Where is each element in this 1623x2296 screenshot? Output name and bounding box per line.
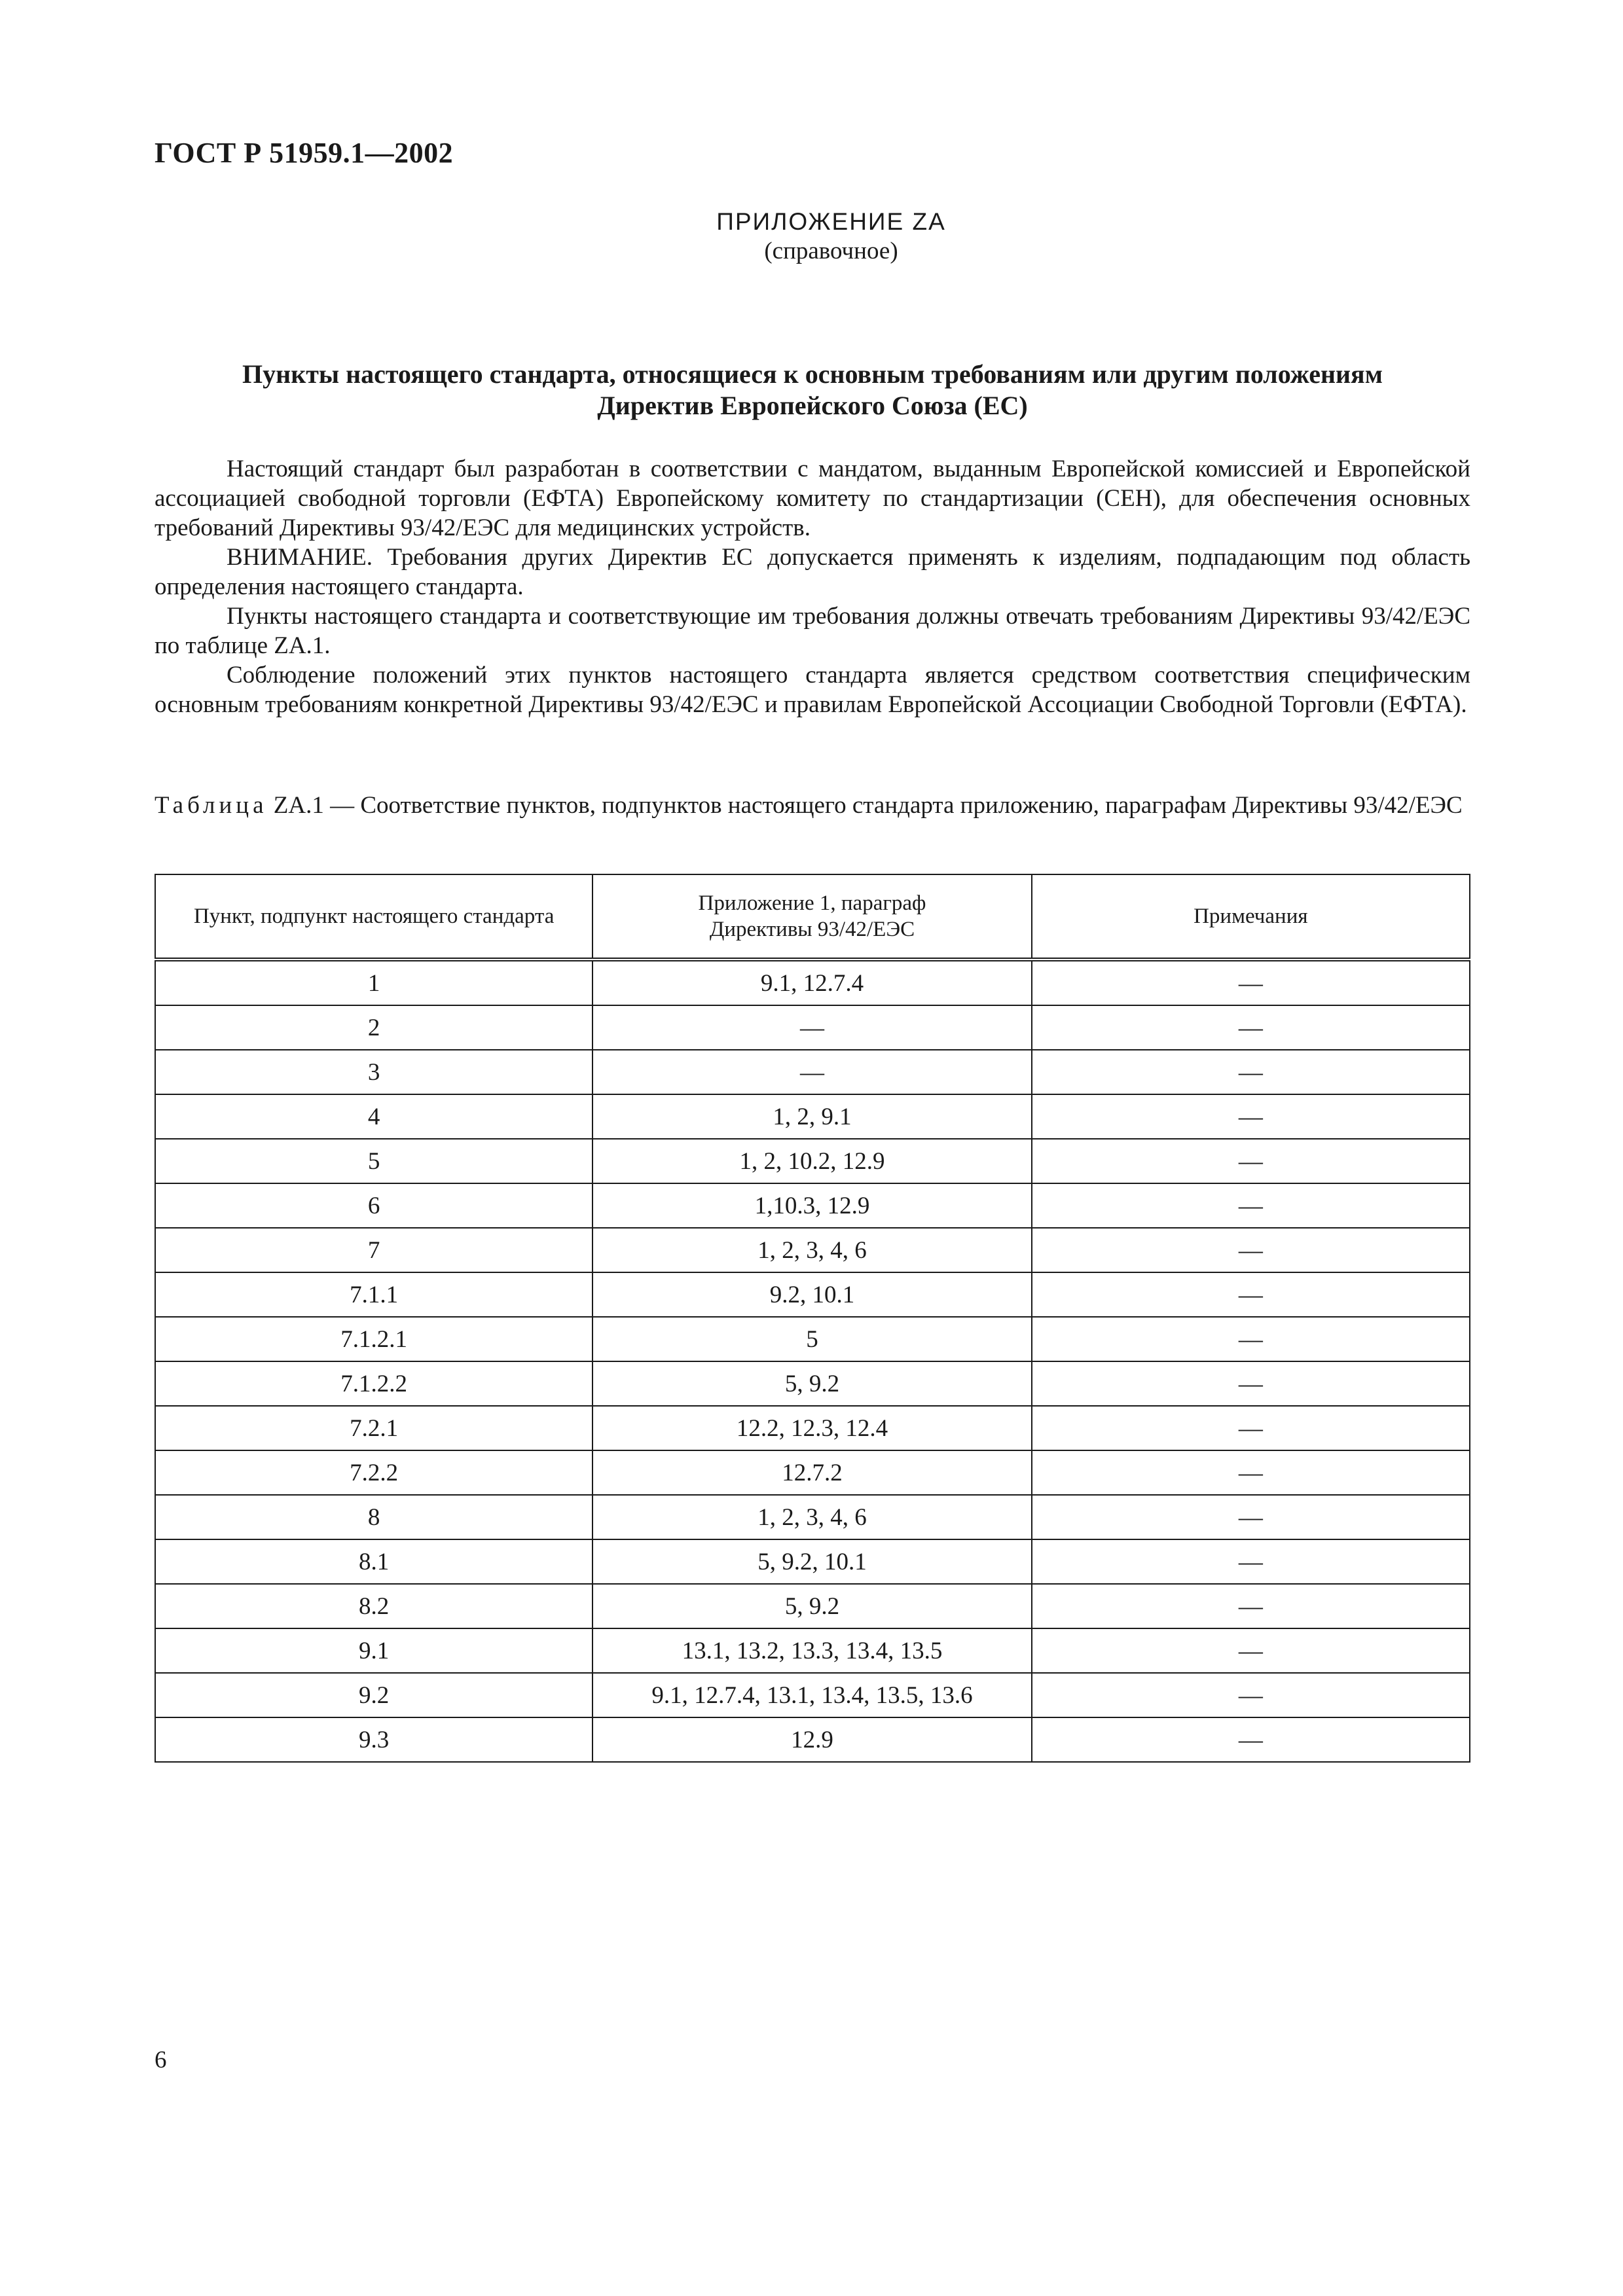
table-row	[155, 1717, 1470, 1762]
table-row	[155, 1450, 1470, 1495]
table-caption	[155, 791, 1470, 820]
cell-paragraph: 1, 2, 9.1	[593, 1094, 1031, 1139]
header-clause: Пункт, подпункт настоящего стандарта	[155, 874, 593, 960]
table-row	[155, 1673, 1470, 1717]
section-heading-line2: Директив Европейского Союза (ЕС)	[597, 391, 1028, 420]
cell-clause: 5	[155, 1139, 593, 1183]
cell-clause: 8.1	[155, 1539, 593, 1584]
cell-paragraph: 5	[593, 1317, 1031, 1361]
cell-note: —	[1032, 1495, 1470, 1539]
table-row	[155, 1406, 1470, 1450]
cell-note: —	[1032, 1272, 1470, 1317]
table-row	[155, 1228, 1470, 1272]
cell-note: —	[1032, 1406, 1470, 1450]
header-annex-paragraph-line2: Директивы 93/42/ЕЭС	[709, 918, 915, 941]
table-row	[155, 1361, 1470, 1406]
cell-clause: 7.1.1	[155, 1272, 593, 1317]
cell-clause: 7.2.1	[155, 1406, 593, 1450]
cell-clause: 4	[155, 1094, 593, 1139]
cell-note: —	[1032, 1717, 1470, 1762]
table-caption-label: Таблица	[155, 792, 268, 819]
table-row	[155, 960, 1470, 1005]
cell-paragraph: 12.2, 12.3, 12.4	[593, 1406, 1031, 1450]
cell-paragraph: —	[593, 1050, 1031, 1094]
cell-note: —	[1032, 1628, 1470, 1673]
cell-clause: 7	[155, 1228, 593, 1272]
cell-note: —	[1032, 1050, 1470, 1094]
cell-clause: 9.3	[155, 1717, 593, 1762]
body-text	[155, 454, 1470, 719]
cell-note: —	[1032, 1005, 1470, 1050]
table-row	[155, 1317, 1470, 1361]
table-row	[155, 1183, 1470, 1228]
cell-note: —	[1032, 1317, 1470, 1361]
cell-paragraph: —	[593, 1005, 1031, 1050]
section-heading	[155, 359, 1470, 422]
cell-note: —	[1032, 1228, 1470, 1272]
cell-paragraph: 9.1, 12.7.4, 13.1, 13.4, 13.5, 13.6	[593, 1673, 1031, 1717]
paragraph-requirements: Пункты настоящего стандарта и соответствующие им требования должны отвечать требованиям Директивы 93/42/ЕЭС по таблице ZA.1.	[155, 603, 1470, 659]
cell-note: —	[1032, 1673, 1470, 1717]
cell-note: —	[1032, 1450, 1470, 1495]
annex-title: ПРИЛОЖЕНИЕ ZA	[716, 208, 946, 235]
cell-paragraph: 1, 2, 3, 4, 6	[593, 1495, 1031, 1539]
paragraph-mandate: Настоящий стандарт был разработан в соответствии с мандатом, выданным Европейской комиссией и Европейской ассоциацией свободной торговли (ЕФТА) Европейскому комитету по стандартизации (СЕН), для обеспечения основных требований Директивы 93/42/ЕЭС для медицинских устройств.	[155, 456, 1470, 541]
cell-note: —	[1032, 1539, 1470, 1584]
table-row	[155, 1539, 1470, 1584]
table-row	[155, 1628, 1470, 1673]
cell-clause: 8.2	[155, 1584, 593, 1628]
header-annex-paragraph-line1: Приложение 1, параграф	[698, 891, 926, 915]
cell-paragraph: 12.9	[593, 1717, 1031, 1762]
cell-paragraph: 1,10.3, 12.9	[593, 1183, 1031, 1228]
table-row	[155, 1050, 1470, 1094]
cell-paragraph: 1, 2, 3, 4, 6	[593, 1228, 1031, 1272]
cell-note: —	[1032, 960, 1470, 1005]
cell-paragraph: 1, 2, 10.2, 12.9	[593, 1139, 1031, 1183]
cell-clause: 3	[155, 1050, 593, 1094]
paragraph-compliance: Соблюдение положений этих пунктов настоящего стандарта является средством соответствия специфическим основным требованиям конкретной Директивы 93/42/ЕЭС и правилам Европейской Ассоциации Свободной Торговли (ЕФТА).	[155, 662, 1470, 718]
header-notes: Примечания	[1032, 874, 1470, 960]
cell-note: —	[1032, 1094, 1470, 1139]
table-row	[155, 1272, 1470, 1317]
cell-clause: 9.1	[155, 1628, 593, 1673]
cell-clause: 7.1.2.1	[155, 1317, 593, 1361]
table-row	[155, 1495, 1470, 1539]
cell-paragraph: 9.2, 10.1	[593, 1272, 1031, 1317]
cell-note: —	[1032, 1183, 1470, 1228]
section-heading-line1: Пункты настоящего стандарта, относящиеся к основным требованиям или другим положениям	[242, 359, 1383, 389]
cell-note: —	[1032, 1584, 1470, 1628]
table-caption-text: ZA.1 — Соответствие пунктов, подпунктов настоящего стандарта приложению, параграфам Директивы 93/42/ЕЭС	[273, 792, 1463, 819]
cell-paragraph: 5, 9.2, 10.1	[593, 1539, 1031, 1584]
cell-note: —	[1032, 1361, 1470, 1406]
cell-clause: 2	[155, 1005, 593, 1050]
cell-clause: 7.1.2.2	[155, 1361, 593, 1406]
table-row	[155, 1094, 1470, 1139]
header-annex-paragraph	[593, 874, 1031, 960]
cell-clause: 7.2.2	[155, 1450, 593, 1495]
cell-note: —	[1032, 1139, 1470, 1183]
table-header-row	[155, 874, 1470, 960]
table-row	[155, 1139, 1470, 1183]
cell-paragraph: 12.7.2	[593, 1450, 1031, 1495]
document-code: ГОСТ Р 51959.1—2002	[155, 137, 454, 169]
cell-clause: 9.2	[155, 1673, 593, 1717]
table-row	[155, 1584, 1470, 1628]
correspondence-table	[155, 874, 1470, 1763]
table-row	[155, 1005, 1470, 1050]
annex-subtitle: (справочное)	[764, 238, 898, 264]
cell-clause: 8	[155, 1495, 593, 1539]
cell-paragraph: 9.1, 12.7.4	[593, 960, 1031, 1005]
paragraph-attention: ВНИМАНИЕ. Требования других Директив ЕС допускается применять к изделиям, подпадающим под область определения настоящего стандарта.	[155, 544, 1470, 600]
cell-clause: 1	[155, 960, 593, 1005]
cell-paragraph: 5, 9.2	[593, 1584, 1031, 1628]
cell-paragraph: 13.1, 13.2, 13.3, 13.4, 13.5	[593, 1628, 1031, 1673]
cell-paragraph: 5, 9.2	[593, 1361, 1031, 1406]
cell-clause: 6	[155, 1183, 593, 1228]
page-number: 6	[155, 2047, 167, 2073]
